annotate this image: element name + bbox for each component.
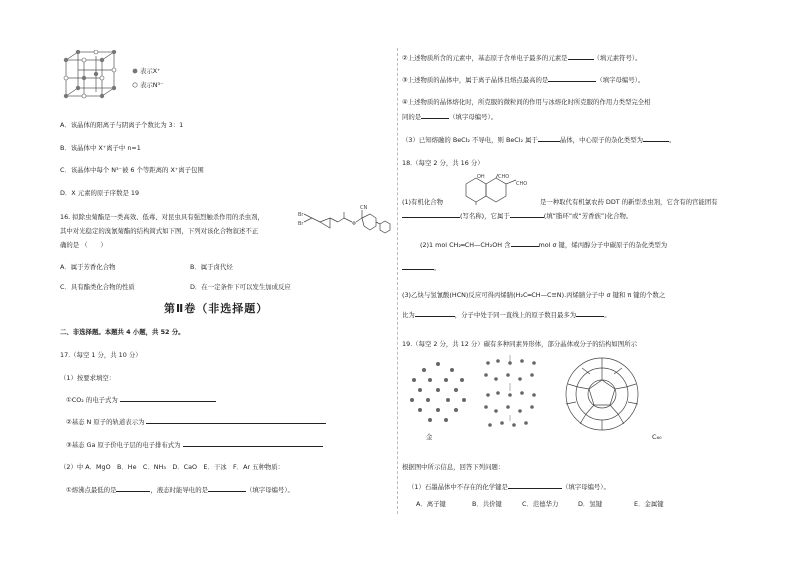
q16-text-line3: 确的是 （ ） xyxy=(60,241,107,249)
q17-part1: （1）按要求填空： xyxy=(60,374,116,382)
q17-title: 17.（每空 1 分，共 10 分） xyxy=(60,351,142,359)
svg-text:CHO: CHO xyxy=(498,174,510,180)
q15-option-c: C．该晶体中每个 N³⁻被 6 个等距离的 X⁺离子包围 xyxy=(60,166,204,174)
q19-option-a: A．离子键 xyxy=(416,500,446,508)
q19-option-e: E．金属键 xyxy=(634,500,664,508)
legend-x-label: 表示X⁺ xyxy=(140,67,161,75)
q18-part2: (2)1 mol CH₂═CH—CH₂OH 含 mol σ 键，烯丙醇分子中碳原子的杂化类型为 xyxy=(420,241,668,249)
c60-fullerene-structure xyxy=(562,354,642,434)
q17-sub4-line1: ④上述物质的晶体熔化时，所克服的微粒间的作用与冰熔化时所克服的作用力类型完全相 xyxy=(402,98,651,106)
q18-part2-blank: 。 xyxy=(402,264,440,272)
q19-title: 19.（每空 2 分，共 12 分）碳有多种同素异形体，部分晶体或分子的结构如图所示 xyxy=(402,340,637,348)
legend-x-icon xyxy=(132,68,138,74)
section-title: 第Ⅱ卷（非选择题） xyxy=(164,302,269,315)
q17-line-n-orbital: ②基态 N 原子的轨道表示为 xyxy=(66,418,326,426)
q19-part1: （1）石墨晶体中不存在的化学键是 （填字母编号）。 xyxy=(408,483,610,491)
diamond-structure xyxy=(404,358,474,430)
q18-part1a: (1)有机化合物 xyxy=(402,198,444,206)
q16-option-c: C．具有酯类化合物的性质 xyxy=(60,283,135,291)
q17-sub3: ③上述物质的晶体中，属于离子晶体且熔点最高的是 （填字母编号）。 xyxy=(402,76,645,84)
svg-text:CHO: CHO xyxy=(516,181,528,187)
q18-title: 18.（每空 2 分，共 16 分） xyxy=(402,159,484,167)
q17-line-ga-config: ③基态 Ga 原子价电子层的电子排布式为 xyxy=(66,441,323,449)
q19-option-d: D．氢键 xyxy=(578,500,603,508)
svg-text:OH: OH xyxy=(477,174,485,180)
graphite-structure xyxy=(480,355,546,433)
q19-intro: 根据图中所示信息，回答下列问题： xyxy=(402,463,505,471)
q17-sub2: ②上述物质所含的元素中，基态原子含单电子最多的元素是 （填元素符号）。 xyxy=(402,54,642,62)
svg-text:CN: CN xyxy=(360,205,368,211)
q15-option-d: D．X 元素的原子序数是 19 xyxy=(60,189,140,197)
svg-text:Br: Br xyxy=(298,221,304,227)
q17-part3: （3）已知熔融的 BeCl₂ 不导电，则 BeCl₂ 属于 晶体，中心原子的杂化类型为 。 xyxy=(402,136,676,144)
q16-option-b: B．属于卤代烃 xyxy=(190,263,233,271)
q15-option-b: B．该晶体中 X⁺离子中 n=1 xyxy=(60,144,141,152)
q15-option-a: A．该晶体的阳离子与阴离子个数比为 3：1 xyxy=(60,121,184,129)
column-divider xyxy=(397,48,398,514)
q16-text-line2: 其中对光稳定的溴氰菊酯的结构简式如下图，下列对该化合物叙述不正 xyxy=(60,227,259,235)
q16-text-line1: 16. 拟除虫菊酯是一类高效、低毒、对昆虫具有强烈触杀作用的杀虫剂， xyxy=(60,213,264,221)
legend-n-icon xyxy=(132,82,138,88)
deltamethrin-structure xyxy=(298,204,392,240)
q19-option-b: B．共价键 xyxy=(472,500,502,508)
q16-option-d: D．在一定条件下可以发生加成反应 xyxy=(190,283,291,291)
legend-n-label: 表示N³⁻ xyxy=(140,81,164,89)
svg-text:Br: Br xyxy=(298,212,304,218)
q17-sub1: ①熔沸点最低的是 ，液态时能导电的是 （填字母编号）。 xyxy=(66,486,294,494)
q18-part3-line2: 比为 ，分子中处于同一直线上的原子数目最多为 。 xyxy=(402,311,611,319)
q19-option-c: C．范德华力 xyxy=(522,500,559,508)
organic-compound-structure xyxy=(460,172,532,206)
q16-option-a: A．属于芳香化合物 xyxy=(60,263,116,271)
crystal-structure-diagram xyxy=(58,50,138,104)
q17-line-co2: ①CO₂ 的电子式为 xyxy=(66,396,216,404)
q18-part3-line1: (3)乙炔与氢氰酸(HCN)反应可得丙烯腈(H₂C═CH—C≡N).丙烯腈分子中 σ 键和 π 键的个数之 xyxy=(402,291,666,299)
section-note: 二、非选择题。本题共 4 小题，共 52 分。 xyxy=(60,328,185,336)
diamond-caption: 金 xyxy=(426,433,433,441)
c60-caption: C₆₀ xyxy=(652,433,662,441)
q17-part2: （2）中 A．MgO B．He C．NH₃ D．CaO E．干冰 F．Ar 五种物质： xyxy=(60,463,285,471)
q17-sub4-line2: 同的是 （填字母编号）。 xyxy=(402,113,498,121)
q18-part1-line2: (写名称)，它属于 (填“脂环”或“芳香族”)化合物。 xyxy=(402,212,632,220)
q18-part1b: 是一种取代有机氯农药 DDT 的新型杀虫剂，它含有的官能团有 xyxy=(540,198,718,206)
